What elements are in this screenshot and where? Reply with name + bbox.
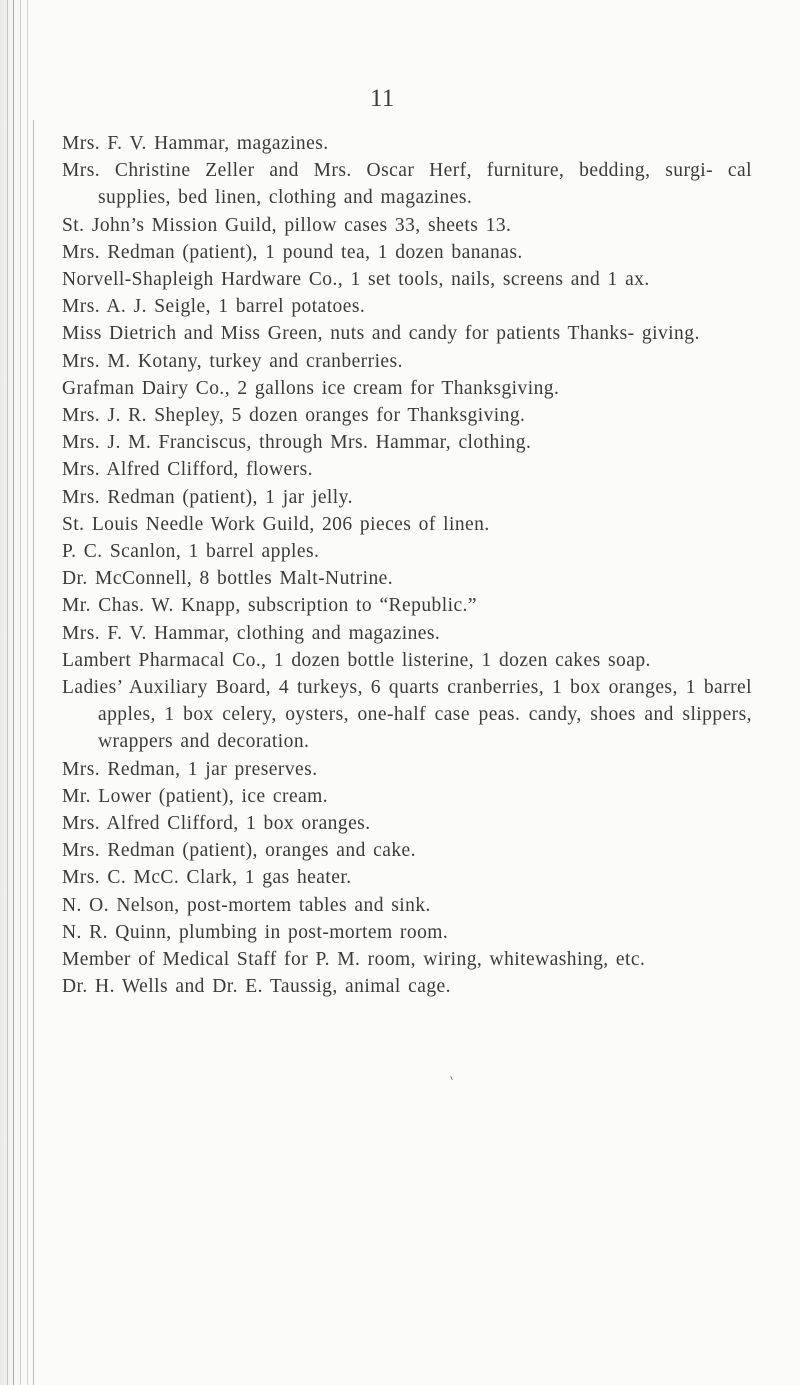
donation-entry: Member of Medical Staff for P. M. room, wiring, whitewashing, etc. — [62, 949, 646, 971]
binding-line — [27, 0, 28, 1385]
donation-entry: Mrs. F. V. Hammar, clothing and magazines. — [62, 622, 441, 644]
donation-entry: Mrs. J. R. Shepley, 5 dozen oranges for Thanksgiving. — [62, 405, 526, 427]
donation-entry: Mrs. A. J. Seigle, 1 barrel potatoes. — [62, 296, 366, 318]
donation-entry: Mrs. F. V. Hammar, magazines. — [62, 133, 329, 154]
donation-entry: Dr. McConnell, 8 bottles Malt-Nutrine. — [62, 568, 394, 590]
donation-entry: Mrs. Christine Zeller and Mrs. Oscar Herf, furniture, bedding, surgi- cal supplies, bed linen, clothing and magazines. — [62, 160, 752, 209]
donation-entry: Lambert Pharmacal Co., 1 dozen bottle listerine, 1 dozen cakes soap. — [62, 649, 651, 671]
donation-entry: Mrs. Redman (patient), oranges and cake. — [62, 840, 416, 862]
donation-entry: Mr. Lower (patient), ice cream. — [62, 785, 329, 807]
donation-entry: Mrs. Redman, 1 jar preserves. — [62, 758, 318, 780]
stray-print-mark — [450, 1076, 453, 1080]
page-number: 11 — [370, 85, 395, 112]
donation-entry: Mrs. Redman (patient), 1 pound tea, 1 dozen bananas. — [62, 241, 523, 263]
donation-entry: Mrs. Alfred Clifford, flowers. — [62, 459, 313, 481]
donation-entry: Ladies’ Auxiliary Board, 4 turkeys, 6 quarts cranberries, 1 box oranges, 1 barrel apples, 1 box celery, oysters, one-half case peas. candy, shoes and slippers, wrappers and decoration. — [62, 677, 752, 753]
page-binding-edge — [0, 0, 38, 1385]
donation-entry: Mrs. J. M. Franciscus, through Mrs. Hammar, clothing. — [62, 432, 532, 454]
donation-list — [62, 130, 752, 1001]
binding-line — [33, 120, 34, 1385]
donation-entry: St. John’s Mission Guild, pillow cases 33, sheets 13. — [62, 214, 512, 236]
donation-entry: Mrs. M. Kotany, turkey and cranberries. — [62, 350, 403, 372]
binding-line — [13, 0, 14, 1385]
donation-entry: N. O. Nelson, post-mortem tables and sink. — [62, 894, 431, 916]
donation-entry: N. R. Quinn, plumbing in post-mortem room. — [62, 921, 449, 943]
donation-entry: Mrs. C. McC. Clark, 1 gas heater. — [62, 867, 352, 889]
donation-entry: Mr. Chas. W. Knapp, subscription to “Republic.” — [62, 595, 477, 617]
donation-entry: Miss Dietrich and Miss Green, nuts and candy for patients Thanks- giving. — [62, 323, 700, 345]
donation-entry: P. C. Scanlon, 1 barrel apples. — [62, 541, 320, 563]
donation-entry: St. Louis Needle Work Guild, 206 pieces of linen. — [62, 513, 490, 535]
donation-entry: Mrs. Redman (patient), 1 jar jelly. — [62, 486, 353, 508]
binding-line — [7, 0, 8, 1385]
donation-entry: Mrs. Alfred Clifford, 1 box oranges. — [62, 813, 371, 835]
donation-entry: Norvell-Shapleigh Hardware Co., 1 set tools, nails, screens and 1 ax. — [62, 269, 650, 291]
donation-entry: Dr. H. Wells and Dr. E. Taussig, animal cage. — [62, 976, 451, 998]
donation-entry: Grafman Dairy Co., 2 gallons ice cream for Thanksgiving. — [62, 377, 560, 399]
binding-line — [20, 0, 21, 1385]
